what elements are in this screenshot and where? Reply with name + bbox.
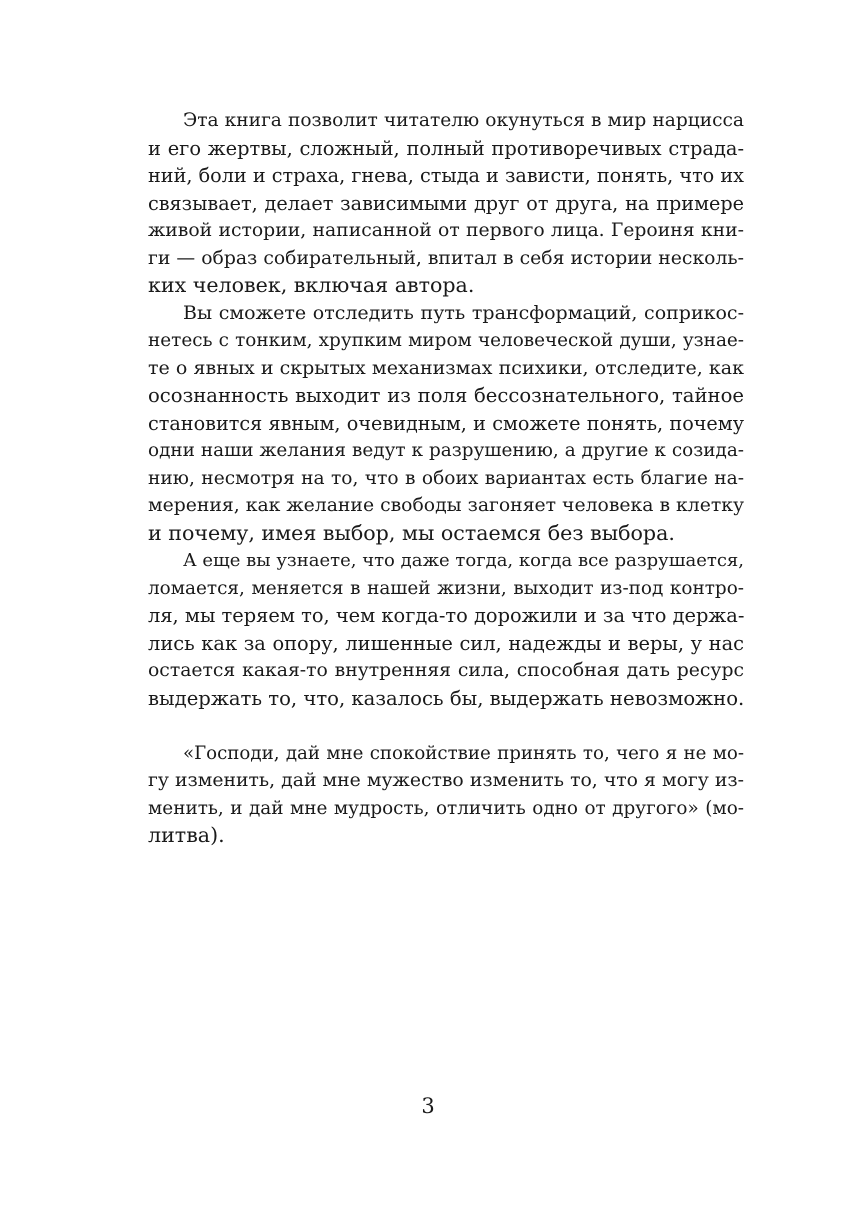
text-line: ломается, меняется в нашей жизни, выходит из-под контро- bbox=[148, 577, 744, 599]
text-line: ля, мы теряем то, чем когда-то дорожили и за что держа- bbox=[148, 604, 745, 627]
text-line: лись как за опору, лишенные сил, надежды и веры, у нас bbox=[148, 631, 744, 655]
text-line: Эта книга позволит читателю окунуться в мир нарцисса bbox=[183, 110, 744, 131]
paragraph-3 bbox=[148, 547, 744, 712]
text-line: ний, боли и страха, гнева, стыда и зависти, понять, что их bbox=[148, 164, 744, 187]
page-number: 3 bbox=[421, 1094, 435, 1118]
text-line: и почему, имея выбор, мы остаемся без выбора. bbox=[148, 520, 675, 545]
paragraph-2 bbox=[148, 300, 744, 548]
paragraph-gap bbox=[148, 712, 744, 740]
text-line: живой истории, написанной от первого лица. Героиня кни- bbox=[148, 220, 744, 241]
text-line: ких человек, включая автора. bbox=[148, 273, 475, 297]
text-line: менить, и дай мне мудрость, отличить одно от другого» (мо- bbox=[148, 797, 744, 819]
text-line: литва). bbox=[148, 823, 225, 847]
text-line: нетесь с тонким, хрупким миром человеческой души, узнае- bbox=[148, 330, 744, 351]
prayer-quote bbox=[148, 740, 744, 850]
text-line: гу изменить, дай мне мужество изменить то, что я могу из- bbox=[148, 770, 744, 791]
text-line: осознанность выходит из поля бессознательного, тайное bbox=[148, 384, 744, 407]
paragraph-1 bbox=[148, 107, 744, 300]
text-line: те о явных и скрытых механизмах психики, отследите, как bbox=[148, 356, 744, 379]
text-line: «Господи, дай мне спокойствие принять то, чего я не мо- bbox=[183, 742, 744, 764]
text-line: мерения, как желание свободы загоняет человека в клетку bbox=[148, 495, 744, 516]
text-line: ги — образ собирательный, впитал в себя истории несколь- bbox=[148, 247, 744, 269]
text-line: связывает, делает зависимыми друг от друга, на примере bbox=[148, 191, 744, 215]
text-line: Вы сможете отследить путь трансформаций, соприкос- bbox=[183, 301, 744, 324]
text-line: остается какая-то внутренняя сила, способная дать ресурс bbox=[148, 660, 744, 681]
text-line: А еще вы узнаете, что даже тогда, когда все разрушается, bbox=[183, 550, 744, 571]
text-line: и его жертвы, сложный, полный противоречивых страда- bbox=[148, 136, 744, 160]
text-line: становится явным, очевидным, и сможете понять, почему bbox=[148, 411, 744, 435]
text-line: выдержать то, что, казалось бы, выдержать невозможно. bbox=[148, 686, 745, 710]
body-text bbox=[148, 107, 744, 850]
text-line: нию, несмотря на то, что в обоих вариантах есть благие на- bbox=[148, 467, 744, 489]
text-line: одни наши желания ведут к разрушению, а другие к созида- bbox=[148, 440, 744, 461]
